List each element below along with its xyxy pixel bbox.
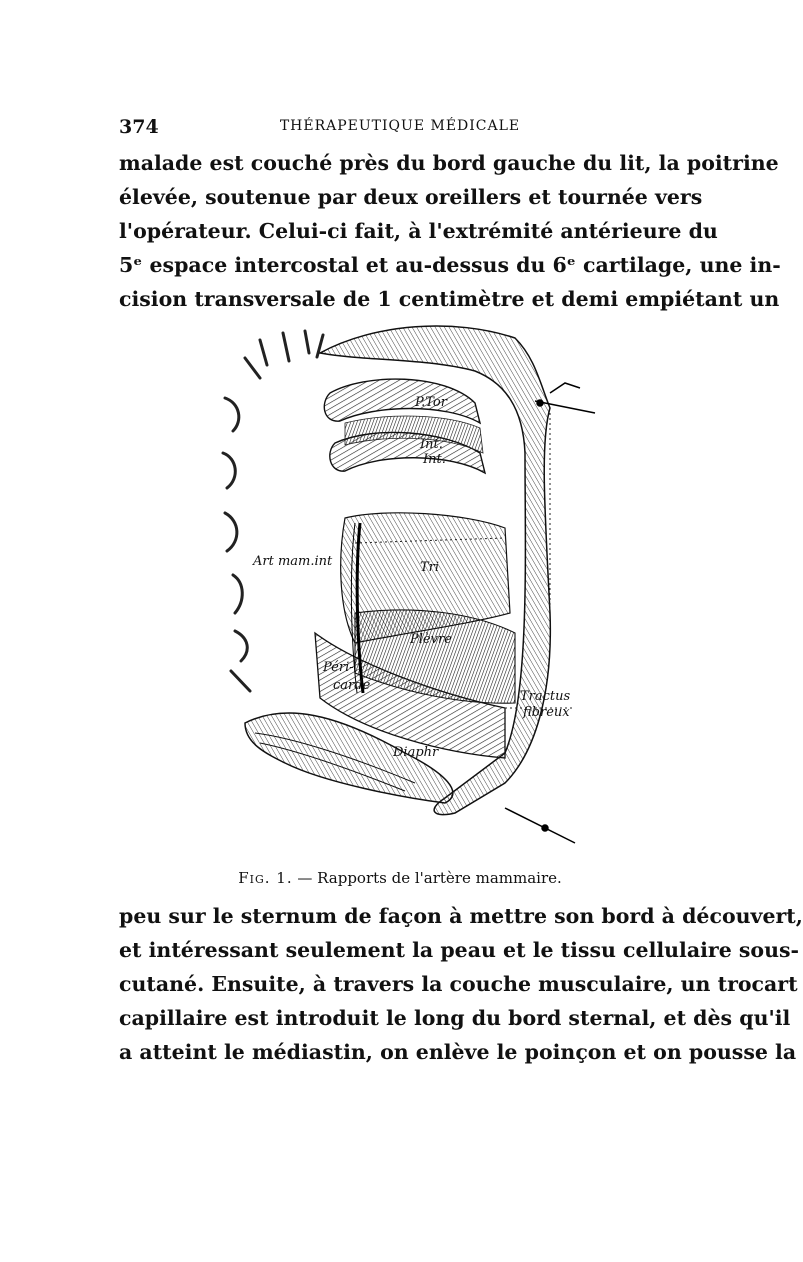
- skin-edge-marks: [223, 331, 323, 691]
- page-header: [119, 116, 681, 140]
- text-line: élevée, soutenue par deux oreillers et tournée vers: [119, 185, 703, 209]
- text-line: peu sur le sternum de façon à mettre son bord à découvert,: [119, 904, 803, 928]
- running-title: THÉRAPEUTIQUE MÉDICALE: [279, 118, 521, 134]
- text-line: 5ᵉ espace intercostal et au-dessus du 6ᵉ cartilage, une in-: [119, 253, 781, 277]
- text-line: cutané. Ensuite, à travers la couche musculaire, un trocart: [119, 972, 798, 996]
- label-int-2: Int.: [423, 452, 446, 467]
- anatomical-illustration: [205, 313, 605, 853]
- page-number: 374: [119, 116, 159, 138]
- label-art-mam: Art mam.int: [253, 554, 333, 569]
- label-p-tor: P.Tor: [415, 395, 447, 410]
- caption-text: — Rapports de l'artère mammaire.: [292, 869, 562, 887]
- label-tri: Tri: [420, 560, 440, 575]
- text-line: capillaire est introduit le long du bord sternal, et dès qu'il: [119, 1006, 791, 1030]
- label-pericarde-1: Péri-: [323, 660, 354, 675]
- text-line: cision transversale de 1 centimètre et demi empiétant un: [119, 287, 780, 311]
- figure-label: Fig. 1.: [238, 869, 293, 887]
- text-line: malade est couché près du bord gauche du lit, la poitrine: [119, 151, 779, 175]
- text-line: et intéressant seulement la peau et le tissu cellulaire sous-: [119, 938, 800, 962]
- text-line: a atteint le médiastin, on enlève le poinçon et on pousse la: [119, 1040, 797, 1064]
- text-line: l'opérateur. Celui-ci fait, à l'extrémité antérieure du: [119, 219, 718, 243]
- paragraph-bottom: [119, 899, 803, 1069]
- label-tractus-1: Tractus: [520, 689, 571, 704]
- label-tractus-2: fibreux: [523, 705, 570, 720]
- paragraph-top: [119, 146, 781, 316]
- label-pericarde-2: carde: [333, 678, 371, 693]
- label-plevre: Plèvre: [410, 632, 452, 647]
- engraving-drawing: [205, 313, 605, 853]
- figure-caption: [0, 869, 800, 887]
- label-int-1: Int.: [420, 437, 443, 452]
- label-diaphr: Diaphr: [393, 745, 439, 760]
